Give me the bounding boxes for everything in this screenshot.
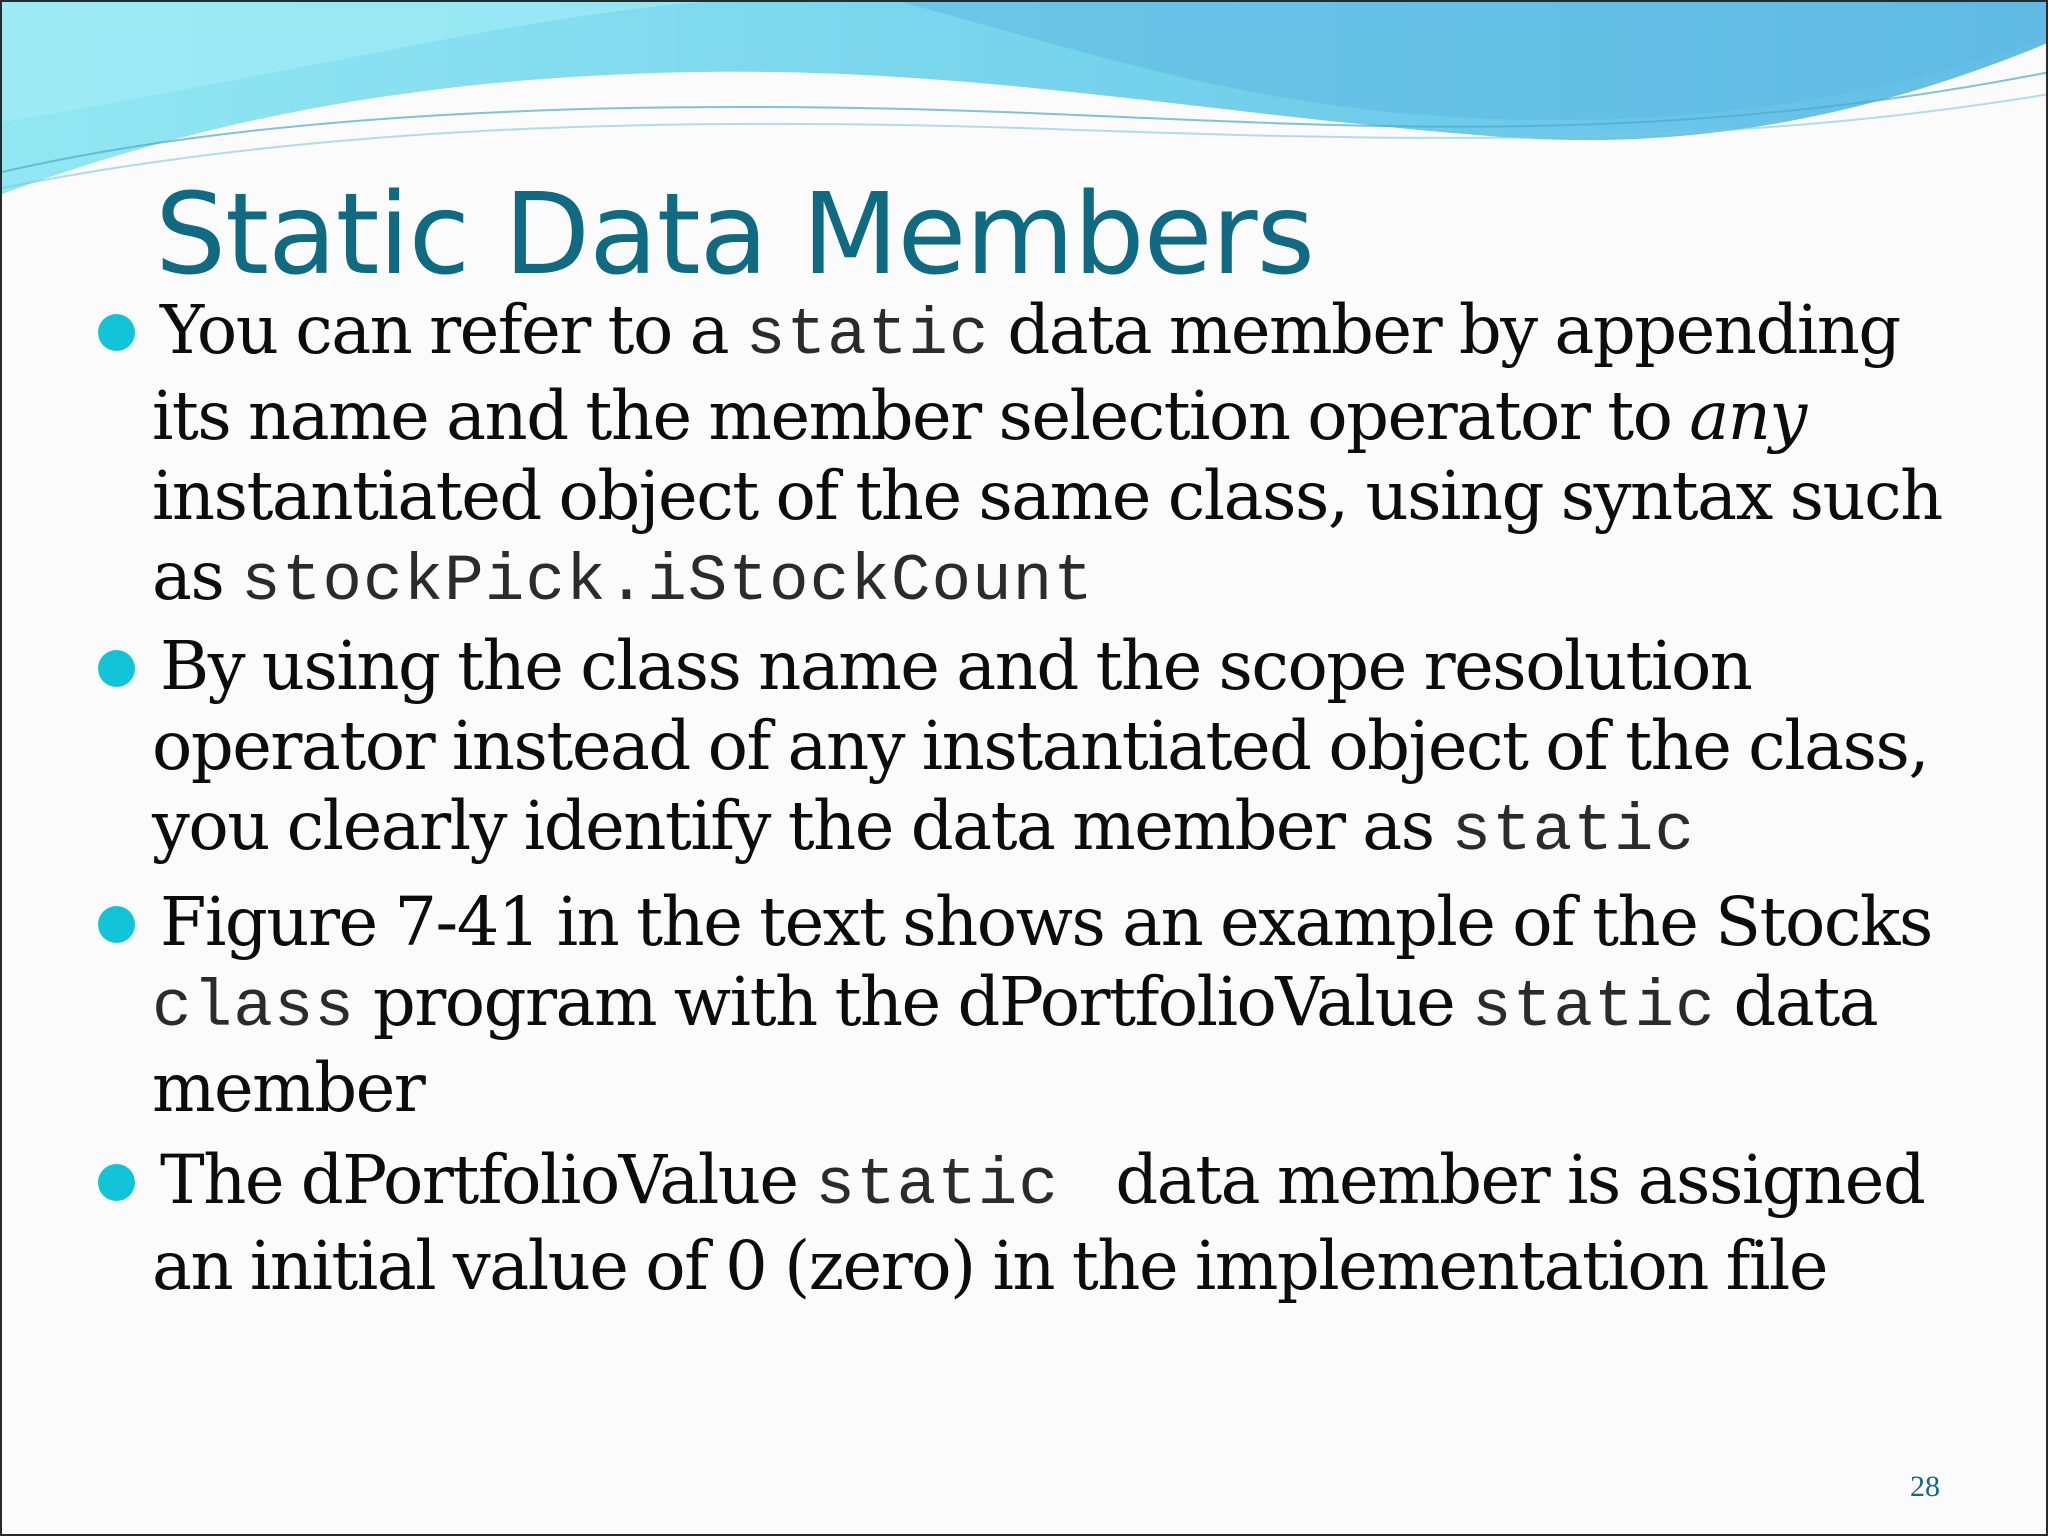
text-run: you clearly identify the data member as — [152, 787, 1452, 865]
bullet-line — [152, 376, 1932, 456]
bullet-list — [2, 2, 2048, 1536]
text-run: data member by appending — [989, 291, 1900, 369]
bullet-dot-icon — [98, 650, 135, 687]
bullet-line: Figure 7-41 in the text shows an example of the Stocks — [160, 883, 1932, 961]
bullet-line: member — [152, 1049, 425, 1127]
bullet-line — [152, 786, 1932, 872]
code-keyword: static — [815, 1148, 1098, 1223]
bullet-line — [152, 536, 1932, 622]
bullet-line — [152, 290, 1932, 376]
emphasis-text: any — [1689, 377, 1806, 455]
bullet-dot-icon — [98, 906, 135, 943]
bullet-line: operator instead of any instantiated object of the class, — [152, 707, 1929, 785]
text-run: data — [1715, 963, 1878, 1041]
code-keyword: static — [745, 298, 990, 373]
bullet-item — [152, 626, 1932, 872]
text-run: program with the dPortfolioValue — [355, 963, 1473, 1041]
bullet-dot-icon — [98, 1164, 135, 1201]
text-run: its name and the member selection operator to — [152, 377, 1690, 455]
bullet-line: By using the class name and the scope resolution — [160, 627, 1752, 705]
bullet-line: instantiated object of the same class, using syntax such — [152, 457, 1942, 535]
page-number: 28 — [1910, 1470, 1940, 1503]
text-run: data member is assigned — [1097, 1141, 1925, 1219]
bullet-line: an initial value of 0 (zero) in the implementation file — [152, 1227, 1827, 1305]
bullet-item — [152, 1140, 1932, 1306]
bullet-line — [152, 1140, 1932, 1226]
text-run: as — [152, 537, 242, 615]
code-keyword: class — [152, 970, 356, 1045]
bullet-item — [152, 882, 1932, 1128]
code-keyword: static — [1472, 970, 1716, 1045]
code-keyword: static — [1451, 794, 1696, 869]
code-keyword: stockPick.iStockCount — [241, 544, 1094, 619]
bullet-item — [152, 290, 1942, 622]
text-run: The dPortfolioValue — [160, 1141, 816, 1219]
text-run: You can refer to a — [160, 291, 746, 369]
bullet-line — [152, 962, 1932, 1048]
bullet-dot-icon — [98, 314, 135, 351]
slide-title: Static Data Members — [155, 170, 1314, 300]
